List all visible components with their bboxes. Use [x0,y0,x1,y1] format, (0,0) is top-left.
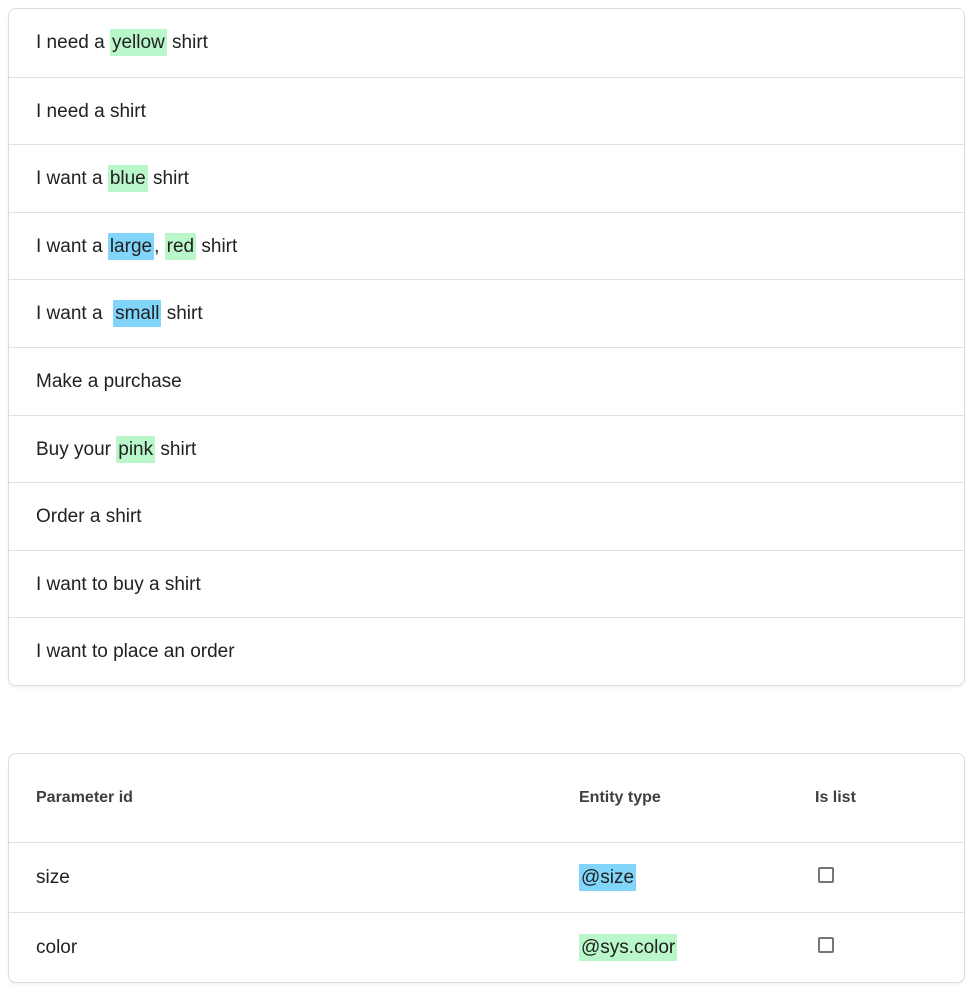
parameter-id-cell[interactable]: color [36,936,78,958]
parameter-row [9,912,964,982]
parameters-table-header [9,754,964,842]
phrase-text: I want a [36,303,114,325]
entity-type-tag[interactable]: @size [579,864,636,891]
training-phrase-row[interactable] [9,77,964,145]
column-header-is-list: Is list [815,789,856,806]
parameter-row [9,842,964,912]
training-phrase-row[interactable] [9,279,964,347]
training-phrases-list [8,8,965,686]
phrase-text: I want a [36,168,108,190]
training-phrase-row[interactable] [9,9,964,77]
entity-annotation-blue[interactable]: small [113,300,161,327]
entity-annotation-green[interactable]: yellow [110,29,167,56]
phrase-text: shirt [166,32,208,53]
phrase-text: I want to buy a shirt [36,573,201,595]
entity-annotation-green[interactable]: pink [116,436,155,463]
training-phrase-row[interactable] [9,212,964,280]
entity-type-cell [579,937,815,959]
training-phrase-row[interactable] [9,550,964,618]
phrase-text: , [154,235,165,257]
is-list-cell [815,867,964,889]
phrase-text: I want a [36,235,108,257]
parameters-table [8,753,965,983]
phrase-text: shirt [155,438,197,460]
phrase-text: shirt [147,168,189,190]
phrase-text: I need a [36,32,110,53]
entity-annotation-green[interactable]: blue [108,165,148,192]
phrase-text: Buy your [36,438,117,460]
training-phrase-row[interactable] [9,617,964,685]
is-list-cell [815,937,964,959]
phrase-text: Make a purchase [36,370,182,392]
entity-type-cell [579,867,815,889]
phrase-text: shirt [161,303,203,325]
phrase-text: I need a shirt [36,100,146,122]
entity-annotation-green[interactable]: red [165,233,196,260]
entity-type-tag[interactable]: @sys.color [579,934,677,961]
parameters-table-body [9,842,964,982]
is-list-checkbox[interactable] [818,867,834,883]
is-list-checkbox[interactable] [818,937,834,953]
column-header-entity-type: Entity type [579,789,661,806]
phrase-text: Order a shirt [36,506,142,528]
phrase-text: shirt [196,235,238,257]
training-phrase-row[interactable] [9,415,964,483]
training-phrase-row[interactable] [9,144,964,212]
entity-annotation-blue[interactable]: large [108,233,154,260]
parameter-id-cell[interactable]: size [36,866,70,888]
training-phrase-row[interactable] [9,347,964,415]
training-phrase-row[interactable] [9,482,964,550]
column-header-parameter-id: Parameter id [36,789,133,806]
phrase-text: I want to place an order [36,641,235,663]
